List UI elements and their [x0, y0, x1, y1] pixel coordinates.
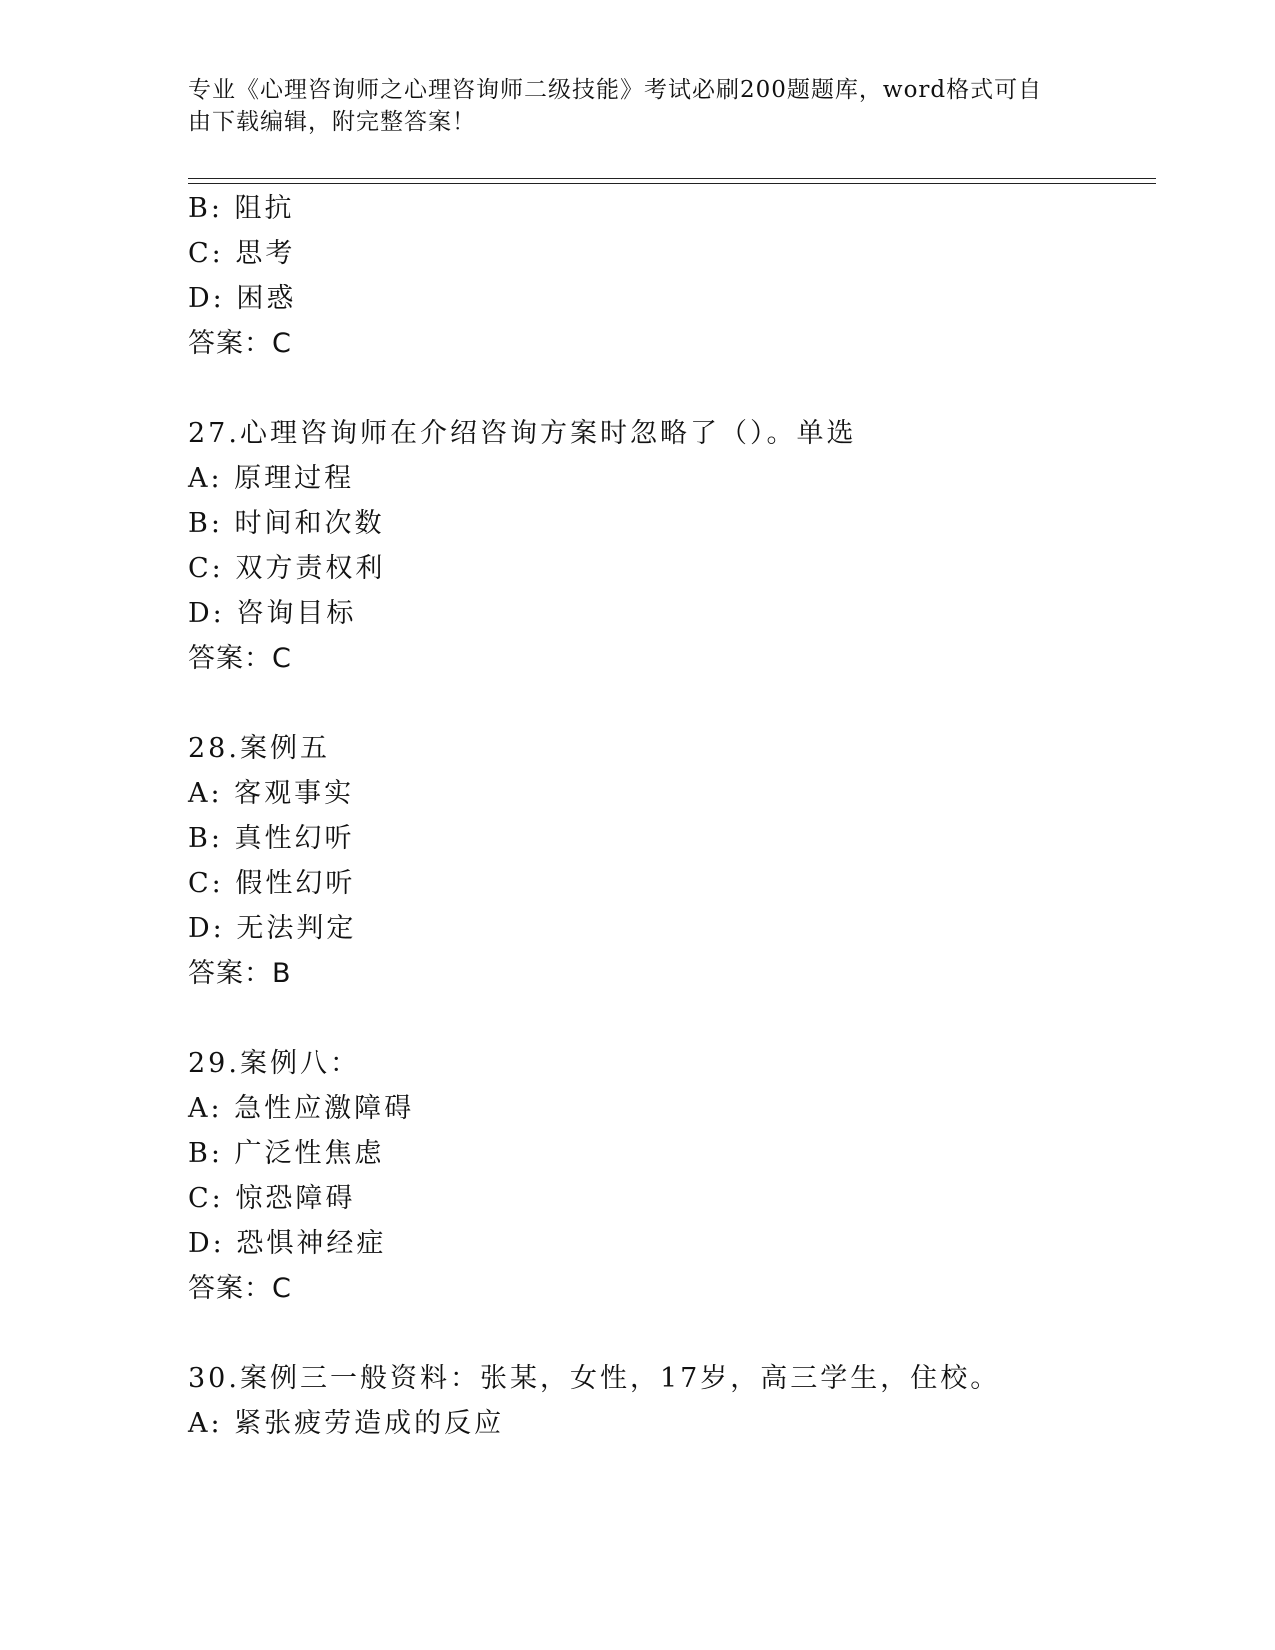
- q26-option-d: D: 困惑: [188, 283, 297, 314]
- q27-option-d: D: 咨询目标: [188, 598, 357, 629]
- q29-option-b: B: 广泛性焦虑: [188, 1138, 385, 1169]
- q29-option-c: C: 惊恐障碍: [188, 1183, 356, 1214]
- q30-option-a: A: 紧张疲劳造成的反应: [188, 1408, 505, 1439]
- q28-option-a: A: 客观事实: [188, 778, 355, 809]
- q30-question: 30.案例三一般资料：张某，女性，17岁，高三学生，住校。: [188, 1363, 1001, 1394]
- q28-option-b: B: 真性幻听: [188, 823, 355, 854]
- q26-option-b: B: 阻抗: [188, 193, 295, 224]
- q28-question: 28.案例五: [188, 733, 330, 764]
- header-divider-bottom: [188, 183, 1156, 184]
- q27-option-a: A: 原理过程: [188, 463, 355, 494]
- q27-question: 27.心理咨询师在介绍咨询方案时忽略了（）。单选: [188, 418, 857, 449]
- header-divider-top: [188, 178, 1156, 179]
- q28-option-c: C: 假性幻听: [188, 868, 356, 899]
- q29-question: 29.案例八：: [188, 1048, 360, 1079]
- q26-option-c: C: 思考: [188, 238, 296, 269]
- q27-option-b: B: 时间和次数: [188, 508, 385, 539]
- q27-answer: 答案：C: [188, 643, 292, 674]
- q29-answer: 答案：C: [188, 1273, 292, 1304]
- header-intro-line-1: 专业《心理咨询师之心理咨询师二级技能》考试必刷200题题库，word格式可自: [188, 77, 1043, 103]
- q28-answer: 答案：B: [188, 958, 292, 989]
- q29-option-d: D: 恐惧神经症: [188, 1228, 387, 1259]
- q29-option-a: A: 急性应激障碍: [188, 1093, 415, 1124]
- q27-option-c: C: 双方责权利: [188, 553, 386, 584]
- q28-option-d: D: 无法判定: [188, 913, 357, 944]
- document-header: [188, 74, 1068, 138]
- q26-answer: 答案：C: [188, 328, 292, 359]
- header-intro-line-2: 由下载编辑，附完整答案！: [188, 109, 476, 135]
